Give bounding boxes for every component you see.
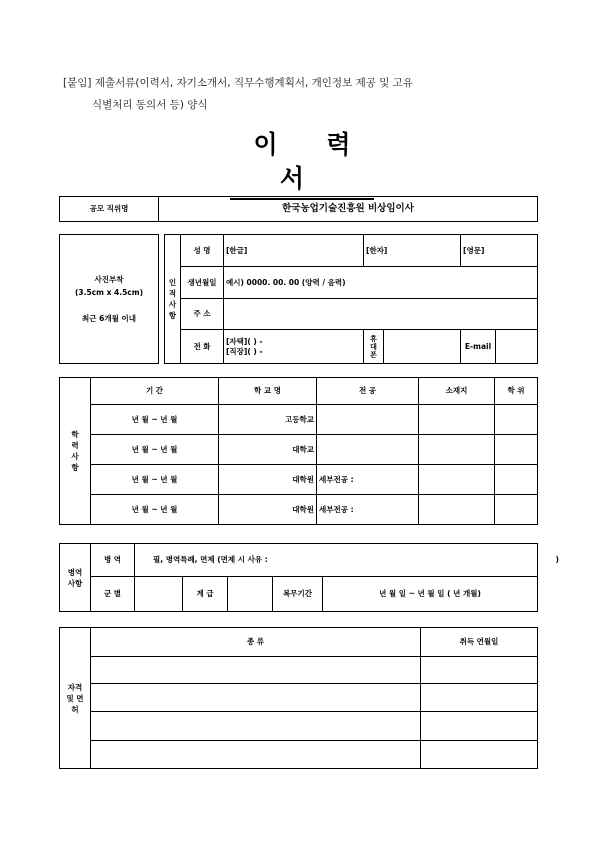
cert-type-field[interactable] <box>91 741 421 769</box>
address-field[interactable] <box>224 299 538 330</box>
cert-type-field[interactable] <box>91 657 421 684</box>
rank-label: 계 급 <box>183 577 228 612</box>
name-label: 성 명 <box>181 235 224 267</box>
post-table <box>59 196 538 222</box>
education-table <box>59 377 538 525</box>
edu-major[interactable]: 세부전공 : <box>317 465 419 495</box>
edu-major[interactable]: 세부전공 : <box>317 495 419 525</box>
edu-header-school: 학 교 명 <box>219 378 317 405</box>
edu-period[interactable]: 년 월 ~ 년 월 <box>91 465 219 495</box>
edu-row <box>60 495 538 525</box>
edu-header-period: 기 간 <box>91 378 219 405</box>
edu-school[interactable]: 고등학교 <box>219 405 317 435</box>
name-korean-field[interactable]: [한글] <box>224 235 364 267</box>
phone-home: [자택]( ) - <box>226 336 263 346</box>
email-field[interactable] <box>496 330 538 364</box>
mobile-field[interactable] <box>384 330 461 364</box>
edu-degree[interactable] <box>495 435 538 465</box>
edu-period[interactable]: 년 월 ~ 년 월 <box>91 495 219 525</box>
cert-header-type: 종 류 <box>91 628 421 657</box>
rank-field[interactable] <box>228 577 273 612</box>
service-field[interactable]: 필, 병역특례, 면제 (면제 시 사유 : ) <box>135 544 538 577</box>
edu-school[interactable]: 대학원 <box>219 495 317 525</box>
page-title: 이 력 서 <box>230 128 374 200</box>
post-value[interactable]: 한국농업기술진흥원 비상임이사 <box>159 197 538 222</box>
cert-header-date: 취득 연월일 <box>421 628 538 657</box>
edu-row <box>60 405 538 435</box>
phone-field[interactable] <box>224 330 364 364</box>
edu-school[interactable]: 대학원 <box>219 465 317 495</box>
cert-row <box>60 712 538 741</box>
edu-school[interactable]: 대학교 <box>219 435 317 465</box>
edu-header-major: 전 공 <box>317 378 419 405</box>
certification-table <box>59 627 538 769</box>
service-options: 필, 병역특례, 면제 (면제 시 사유 : <box>153 555 268 564</box>
name-english-field[interactable]: [영문] <box>461 235 538 267</box>
edu-degree[interactable] <box>495 465 538 495</box>
edu-major[interactable] <box>317 435 419 465</box>
cert-date-field[interactable] <box>421 712 538 741</box>
edu-degree[interactable] <box>495 495 538 525</box>
military-table <box>59 543 559 612</box>
photo-line-1: 사진부착 <box>94 275 124 284</box>
edu-major[interactable] <box>317 405 419 435</box>
cert-date-field[interactable] <box>421 657 538 684</box>
military-section-label: 병역 사항 <box>60 544 91 612</box>
post-label: 공모 직위명 <box>60 197 159 222</box>
header-line-2: 식별처리 동의서 등) 양식 <box>92 99 208 111</box>
photo-box <box>60 235 159 364</box>
edu-header-degree: 학 위 <box>495 378 538 405</box>
edu-location[interactable] <box>419 465 495 495</box>
education-section-label: 학 력 사 항 <box>60 378 91 525</box>
edu-row <box>60 465 538 495</box>
edu-header-location: 소재지 <box>419 378 495 405</box>
birth-label: 생년월일 <box>181 267 224 299</box>
phone-work: [직장]( ) - <box>226 346 263 356</box>
edu-degree[interactable] <box>495 405 538 435</box>
cert-section-label: 자격 및 면허 <box>60 628 91 769</box>
edu-location[interactable] <box>419 435 495 465</box>
cert-row <box>60 741 538 769</box>
email-label: E-mail <box>461 330 496 364</box>
address-label: 주 소 <box>181 299 224 330</box>
cert-type-field[interactable] <box>91 712 421 741</box>
personal-table <box>59 234 538 364</box>
attachment-header <box>63 72 543 116</box>
cert-row <box>60 684 538 712</box>
birth-field[interactable]: 예시) 0000. 00. 00 (양력 / 음력) <box>224 267 538 299</box>
phone-label: 전 화 <box>181 330 224 364</box>
cert-row <box>60 657 538 684</box>
mobile-label: 휴 대 폰 <box>364 330 384 364</box>
branch-label: 군 별 <box>91 577 135 612</box>
edu-row <box>60 435 538 465</box>
personal-section-label: 인 적 사 항 <box>165 235 181 364</box>
edu-location[interactable] <box>419 405 495 435</box>
name-hanja-field[interactable]: [한자] <box>364 235 461 267</box>
service-period-field[interactable]: 년 월 일 ~ 년 월 일 ( 년 개월) <box>323 577 538 612</box>
photo-line-2: (3.5cm x 4.5cm) <box>74 288 143 297</box>
branch-field[interactable] <box>135 577 183 612</box>
photo-line-3: 최근 6개월 이내 <box>82 314 136 323</box>
cert-type-field[interactable] <box>91 684 421 712</box>
service-period-label: 복무기간 <box>273 577 323 612</box>
edu-location[interactable] <box>419 495 495 525</box>
edu-period[interactable]: 년 월 ~ 년 월 <box>91 405 219 435</box>
cert-date-field[interactable] <box>421 741 538 769</box>
header-line-1: [붙임] 제출서류(이력서, 자기소개서, 직무수행계획서, 개인정보 제공 및 고유 <box>63 77 413 89</box>
cert-date-field[interactable] <box>421 684 538 712</box>
service-label: 병 역 <box>91 544 135 577</box>
edu-period[interactable]: 년 월 ~ 년 월 <box>91 435 219 465</box>
